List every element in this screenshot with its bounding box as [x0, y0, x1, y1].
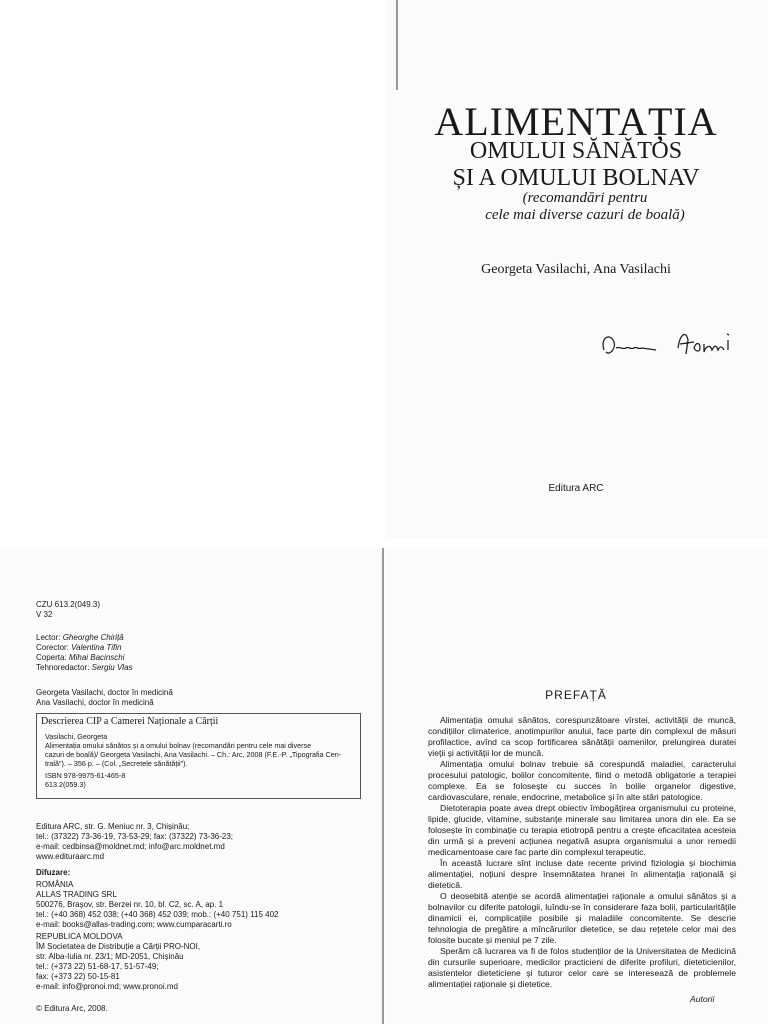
distrib-line: ALLAS TRADING SRL: [36, 890, 117, 899]
distrib-block: [36, 880, 278, 992]
preface-paragraph: În această lucrare sînt incluse date recente privind fiziologia și biochimia alimentației, noțiuni despre însemnătatea hranei în alimentația rațională și dietetică.: [428, 858, 736, 890]
preface-paragraph: Alimentația omului bolnav trebuie să corespundă maladiei, caracterului procesului patologic, bolilor concomitente, fiind o metodă obligatorie a terapiei complexe. Ea se folosește cu succes în bolile organelor digestive, cardiovasculare, renale, endocrine, metabolice și în alte stări patologice.: [428, 759, 736, 802]
book-subtitle: [460, 190, 710, 224]
author-note-1: Georgeta Vasilachi, doctor în medicină: [36, 688, 173, 697]
publisher-name: Editura ARC: [548, 483, 604, 494]
czu-code: CZU 613.2(049.3): [36, 600, 101, 609]
cip-box: [36, 713, 361, 799]
distrib-title: Difuzare:: [36, 868, 71, 877]
preface-body: [428, 715, 736, 990]
preface-paragraph: Dietoterapia poate avea drept obiectiv îmbogățirea organismului cu proteine, lipide, glucide, vitamine, substanțe minerale sau limitarea unora din ele. Ea se folosește în combinație cu terapia etiotropă pentru a crește eficacitatea acesteia din urmă și a preveni acțiunea negativă asupra organismului a unor remedii medicamentoase care fac parte din complexul terapeutic.: [428, 803, 736, 857]
spine-divider-top: [396, 0, 398, 90]
preface-paragraph: Alimentația omului sănătos, corespunzătoare vîrstei, activității de muncă, condițiilor climaterice, anotimpurilor anului, face parte din complexul de măsuri profilactice, avînd ca scop fortificarea sănătății oamenilor, prelungirea duratei vieții și activității lor de muncă.: [428, 715, 736, 758]
credit-coperta: Coperta: Mihai Bacinschi: [36, 653, 125, 662]
distrib-line: e-mail: books@allas-trading.com; www.cumparacarti.ro: [36, 920, 232, 929]
distrib-line: fax: (+373 22) 50-15-81: [36, 972, 120, 981]
handwritten-signature: [596, 320, 746, 370]
cip-line: Vasilachi, Georgeta: [45, 732, 108, 741]
credit-tehnoredactor: Tehnoredactor: Sergiu Vlas: [36, 663, 133, 672]
address-line: tel.: (37322) 73-36-19, 73-53-29; fax: (37322) 73-36-23;: [36, 832, 234, 841]
distrib-line: REPUBLICA MOLDOVA: [36, 932, 123, 941]
preface-title: PREFAȚĂ: [545, 688, 607, 702]
distrib-line: e-mail: info@pronoi.md; www.pronoi.md: [36, 982, 178, 991]
distrib-line: ÎM Societatea de Distribuție a Cărții PRO-NOI,: [36, 942, 201, 951]
book-authors: Georgeta Vasilachi, Ana Vasilachi: [481, 262, 671, 277]
book-title-line2: OMULUI SĂNĂTOS: [469, 138, 683, 164]
author-note-2: Ana Vasilachi, doctor în medicină: [36, 698, 154, 707]
preface-signature: Autorii: [690, 994, 715, 1004]
distrib-line: tel.: (+373 22) 51-68-17, 51-57-49;: [36, 962, 159, 971]
address-line: www.edituraarc.md: [36, 852, 105, 861]
publisher-address: [36, 822, 233, 862]
cip-isbn: ISBN 978-9975-61-465-8: [45, 771, 126, 780]
subtitle-line2: cele mai diverse cazuri de boală): [485, 207, 685, 223]
cip-body: [37, 729, 360, 789]
preface-paragraph: O deosebită atenție se acordă alimentației raționale a omului sănătos și a bolnavilor cu diferite patologii, luîndu-se în considerare faza bolii, particularitățile dinamicii ei, complicațiile posibile și maladiile concomitente. Se descrie tehnologia de pregătire a mîncărurilor dietetice, se dau rețetele celor mai des folosite bucate și meniul pe 7 zile.: [428, 891, 736, 945]
distrib-line: 500276, Brașov, str. Berzei nr. 10, bl. C2, sc. A, ap. 1: [36, 900, 224, 909]
book-title-line3: ȘI A OMULUI BOLNAV: [452, 165, 700, 191]
cip-line: Alimentația omului sănătos și a omului bolnav (recomandări pentru cele mai diverse: [45, 741, 312, 750]
spine-divider-bottom: [382, 548, 384, 1024]
v-code: V 32: [36, 610, 53, 619]
cip-line: trală"). – 356 p. – (Col. „Secretele sănătății").: [45, 759, 188, 768]
cip-title: Descrierea CIP a Camerei Naționale a Cărții: [41, 716, 219, 727]
distrib-line: tel.: (+40 368) 452 038; (+40 368) 452 039; mob.: (+40 751) 115 402: [36, 910, 279, 919]
book-title: ALIMENTAȚIA: [434, 99, 718, 144]
subtitle-line1: (recomandări pentru: [522, 190, 648, 206]
cip-line: cazuri de boală)/ Georgeta Vasilachi, Ana Vasilachi. – Ch.: Arc, 2008 (F.E.-P. „Tipografia Cen-: [45, 750, 342, 759]
address-line: e-mail: cedbinsa@moldnet.md; info@arc.moldnet.md: [36, 842, 225, 851]
credit-lector: Lector: Gheorghe Chiriță: [36, 633, 124, 642]
distrib-line: ROMÂNIA: [36, 880, 74, 889]
copyright: © Editura Arc, 2008.: [36, 1004, 108, 1013]
cip-class: 613.2(059.3): [45, 780, 86, 789]
address-line: Editura ARC, str. G. Meniuc nr. 3, Chișinău;: [36, 822, 190, 831]
distrib-line: str. Alba-Iulia nr. 23/1; MD-2051, Chișinău: [36, 952, 184, 961]
credit-corector: Corector: Valentina Tifin: [36, 643, 122, 652]
preface-paragraph: Sperăm că lucrarea va fi de folos studenților de la Universitatea de Medicină din cursurile superioare, medicilor practicieni de diferite profiluri, dieteticienilor, asistentelor dieteticiene și tuturor celor care se interesează de problemele alimentației raționale și dietetice.: [428, 946, 736, 989]
